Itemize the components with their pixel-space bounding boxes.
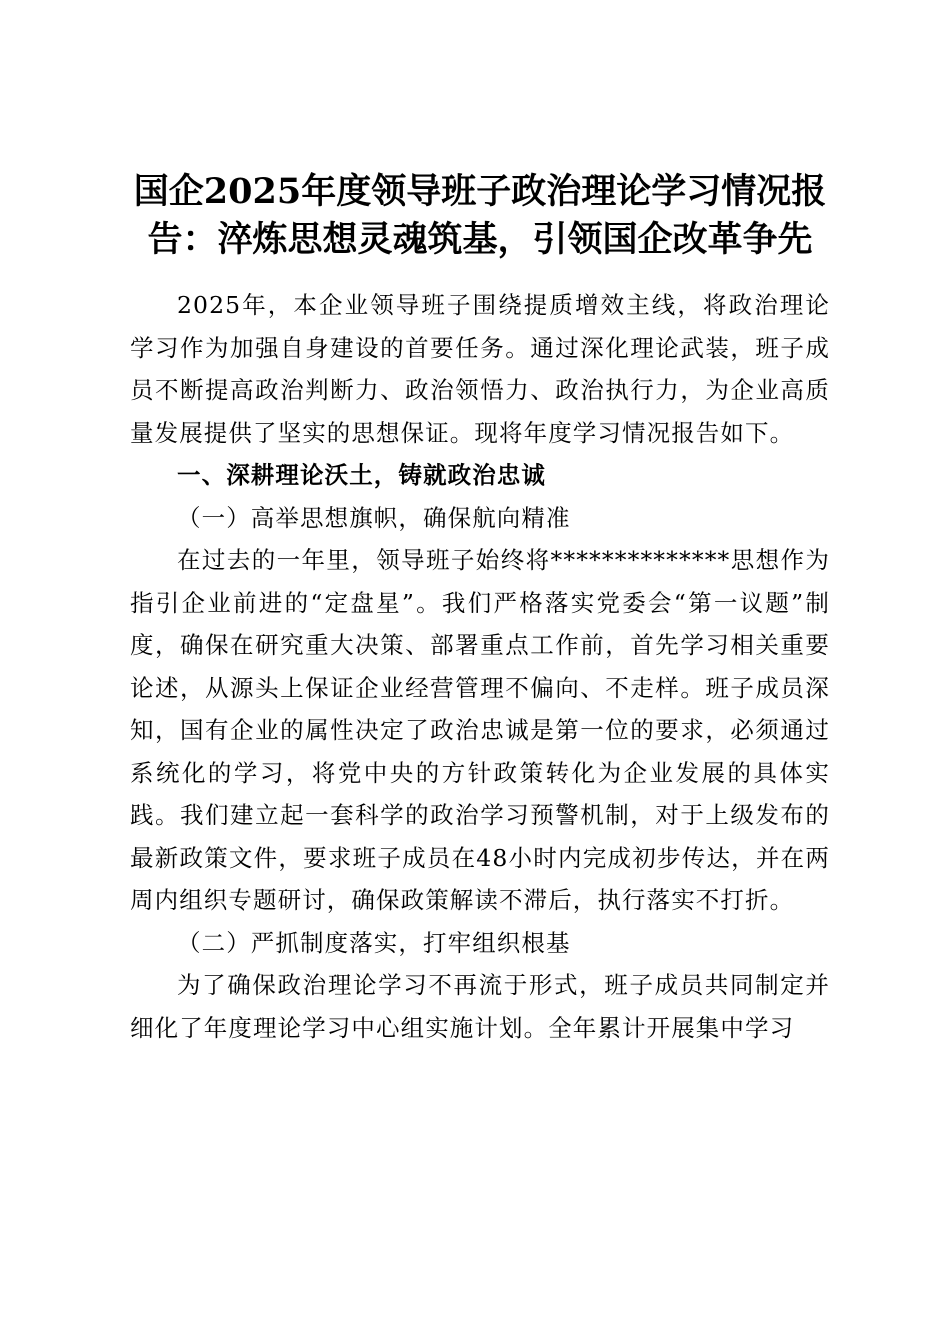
- title-line-2: 告：淬炼思想灵魂筑基，引领国企改革争先: [147, 219, 813, 260]
- subsection-2-paragraph: 为了确保政治理论学习不再流于形式，班子成员共同制定并细化了年度理论学习中心组实施计划。全年累计开展集中学习: [130, 971, 830, 1042]
- subsection-2-heading: （二）严抓制度落实，打牢组织根基: [177, 928, 571, 957]
- title-line-1: 国企2025年度领导班子政治理论学习情况报: [133, 171, 827, 212]
- subsection-1-heading: （一）高举思想旗帜，确保航向精准: [177, 503, 571, 532]
- intro-paragraph: 2025年，本企业领导班子围绕提质增效主线，将政治理论学习作为加强自身建设的首要任务。通过深化理论武装，班子成员不断提高政治判断力、政治领悟力、政治执行力，为企业高质量发展提供了坚实的思想保证。现将年度学习情况报告如下。: [130, 291, 830, 447]
- document-title: [130, 168, 830, 264]
- subsection-1-paragraph: 在过去的一年里，领导班子始终将**************思想作为指引企业前进的“定盘星”。我们严格落实党委会“第一议题”制度，确保在研究重大决策、部署重点工作前，首先学习相关重要论述，从源头上保证企业经营管理不偏向、不走样。班子成员深知，国有企业的属性决定了政治忠诚是第一位的要求，必须通过系统化的学习，将党中央的方针政策转化为企业发展的具体实践。我们建立起一套科学的政治学习预警机制，对于上级发布的最新政策文件，要求班子成员在48小时内完成初步传达，并在两周内组织专题研讨，确保政策解读不滞后，执行落实不打折。: [130, 546, 830, 914]
- document-body: [130, 284, 830, 1049]
- section-1-heading: 一、深耕理论沃土，铸就政治忠诚: [177, 461, 546, 489]
